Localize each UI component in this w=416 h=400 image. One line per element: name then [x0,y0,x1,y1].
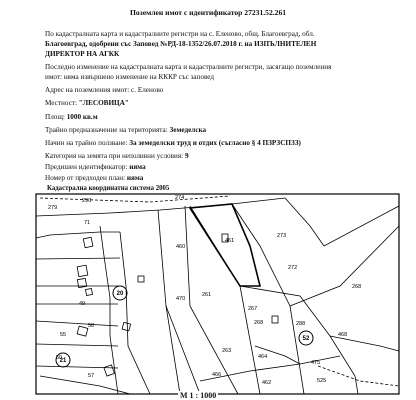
map-label-464: 464 [258,354,268,360]
area-label: Площ: [45,113,65,121]
map-label-267: 267 [248,306,258,312]
map-label-274: 274 [175,195,185,201]
map-label-57: 57 [88,373,95,379]
map-label-462: 462 [262,380,272,386]
map-label-261: 261 [202,292,212,298]
map-label-268: 268 [352,284,362,290]
cadastral-map [0,186,416,400]
address-line: Адрес на поземления имот: с. Еленово [45,86,164,94]
usage-label: Начин на трайно ползване: [45,139,128,147]
map-label-290: 290 [82,198,92,204]
prev-plan-line [45,174,143,182]
prev-id-label: Предишен идентификатор: [45,163,128,171]
block-circle-21: 21 [59,358,67,364]
page-title: Поземлен имот с идентификатор 27231.52.261 [129,8,287,17]
map-label-273: 273 [277,233,287,239]
map-label-470: 470 [176,296,186,302]
intro-line-1: По кадастралната карта и кадастралните регистри на с. Еленово, общ. Благоевград, обл. [45,30,315,38]
category-value: 9 [184,152,189,160]
last-change-line-2: имот: няма извършено изменение на КККР със заповед [45,73,215,81]
map-label-50: 50 [56,355,63,361]
map-label-288: 288 [296,321,306,327]
block-circle-20: 20 [116,291,124,297]
map-label-525: 525 [317,378,327,384]
map-label-468: 468 [338,332,348,338]
map-label-461: 461 [225,238,235,244]
prev-id-value: няма [129,163,146,171]
map-label-475: 475 [311,360,321,366]
map-label-55: 55 [60,332,67,338]
map-coordinate-system-label: Кадастрална координатна система 2005 [47,185,170,192]
territory-label: Трайно предназначение на територията: [45,126,168,134]
map-label-466: 466 [212,372,222,378]
map-scale: М 1 : 1000 [180,391,217,400]
area-value: 1000 кв.м [66,113,98,121]
last-change-line-1: Последно изменение на кадастралната карта и кадастралните регистри, засягащо поземления [45,63,332,71]
map-label-460: 460 [176,244,186,250]
block-circle-52: 52 [302,336,310,342]
map-label-263: 263 [222,348,232,354]
map-label-279: 279 [48,205,58,211]
territory-value: Земеделска [169,126,207,134]
map-label-272: 272 [288,265,298,271]
map-label-268b: 268 [254,320,264,326]
locality-line [45,99,129,107]
usage-value: За земеделски труд и отдих (съгласно § 4 ПЗРЗСПЗЗ) [129,139,301,147]
prev-id-line [45,163,146,171]
usage-line [45,139,301,147]
category-line [45,152,189,160]
map-label-49: 49 [79,301,86,307]
map-label-71: 71 [84,220,91,226]
locality-label: Местност: [45,99,77,107]
prev-plan-value: няма [126,174,144,182]
locality-value: "ЛЕСОВИЦА" [78,99,129,107]
area-line [45,113,98,121]
category-label: Категория на земята при неполивни условия: [45,152,184,160]
territory-line [45,126,206,134]
intro-line-2: Благоевград, одобрени със Заповед №РД-18-1352/26.07.2018 г. на ИЗПЪЛНИТЕЛЕН [45,40,317,48]
map-label-58: 58 [88,323,95,329]
prev-plan-label: Номер от предходен план: [45,174,126,182]
intro-line-3: ДИРЕКТОР НА АГКК [45,50,120,58]
